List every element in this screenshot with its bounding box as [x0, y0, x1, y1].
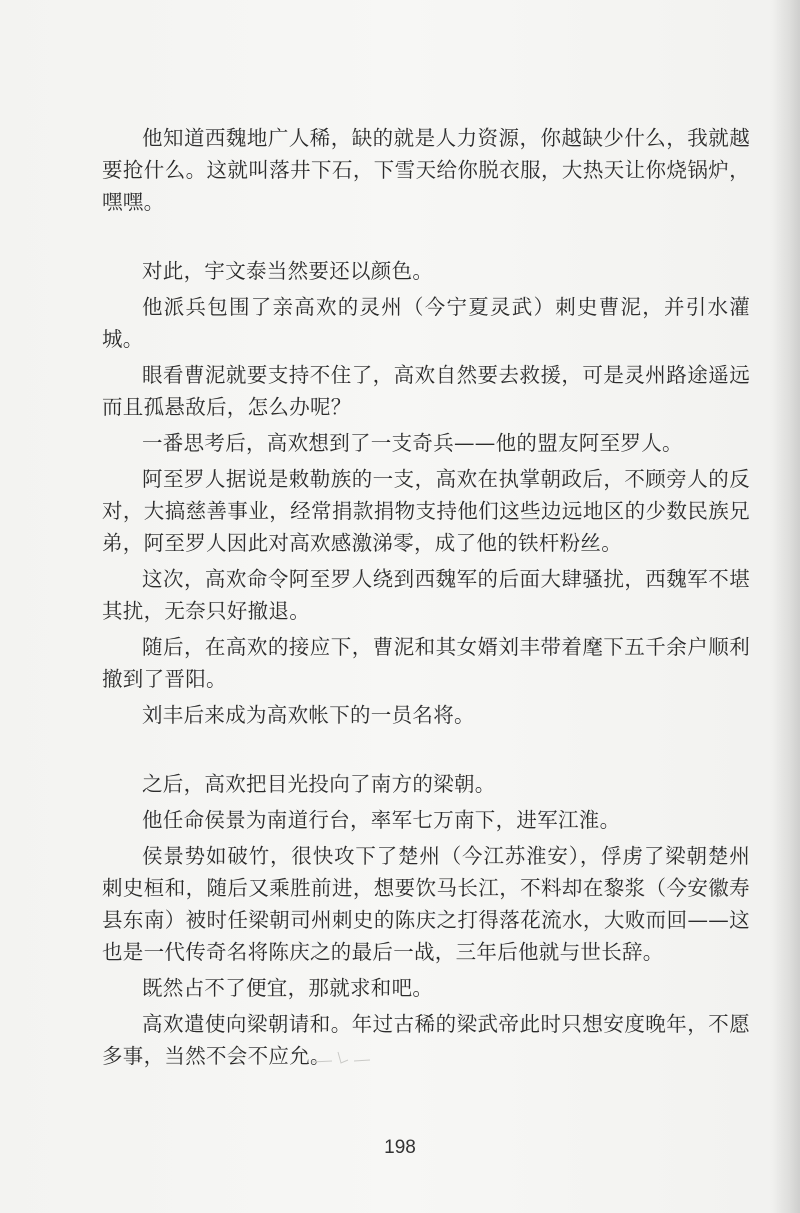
- faint-pencil-mark: [310, 1048, 372, 1068]
- paragraph: 随后，在高欢的接应下，曹泥和其女婿刘丰带着麾下五千余户顺利撤到了晋阳。: [102, 635, 750, 691]
- page-edge-shadow: [772, 0, 800, 1213]
- paragraph: 既然占不了便宜，那就求和吧。: [142, 976, 434, 1000]
- paragraph: 他任命侯景为南道行台，率军七万南下，进军江淮。: [142, 808, 621, 832]
- paragraph: 阿至罗人据说是敕勒族的一支，高欢在执掌朝政后，不顾旁人的反对，大搞慈善事业，经常捐款捐物支持他们这些边远地区的少数民族兄弟，阿至罗人因此对高欢感激涕零，成了他的铁杆粉丝。: [102, 467, 750, 555]
- section-gap: [102, 222, 750, 255]
- paragraph: 一番思考后，高欢想到了一支奇兵——他的盟友阿至罗人。: [142, 431, 683, 455]
- paragraph: 对此，宇文泰当然要还以颜色。: [142, 259, 434, 283]
- paragraph: 高欢遣使向梁朝请和。年过古稀的梁武帝此时只想安度晚年，不愿多事，当然不会不应允。: [102, 1012, 750, 1068]
- body-text: [102, 122, 750, 1076]
- paragraph: 这次，高欢命令阿至罗人绕到西魏军的后面大肆骚扰，西魏军不堪其扰，无奈只好撤退。: [102, 567, 750, 623]
- page-number: 198: [384, 1137, 416, 1158]
- paragraph: 眼看曹泥就要支持不住了，高欢自然要去救援，可是灵州路途遥远而且孤悬敌后，怎么办呢？: [102, 363, 750, 419]
- paragraph: 之后，高欢把目光投向了南方的梁朝。: [142, 772, 496, 796]
- paragraph: 刘丰后来成为高欢帐下的一员名将。: [142, 703, 475, 727]
- section-gap: [102, 735, 750, 768]
- paragraph: 他知道西魏地广人稀，缺的就是人力资源，你越缺少什么，我就越要抢什么。这就叫落井下石，下雪天给你脱衣服，大热天让你烧锅炉，嘿嘿。: [102, 126, 750, 214]
- paragraph: 他派兵包围了亲高欢的灵州（今宁夏灵武）刺史曹泥，并引水灌城。: [102, 295, 750, 351]
- paragraph: 侯景势如破竹，很快攻下了楚州（今江苏淮安），俘虏了梁朝楚州刺史桓和，随后又乘胜前进，想要饮马长江，不料却在黎浆（今安徽寿县东南）被时任梁朝司州刺史的陈庆之打得落花流水，大败而回——这也是一代传奇名将陈庆之的最后一战，三年后他就与世长辞。: [102, 844, 750, 964]
